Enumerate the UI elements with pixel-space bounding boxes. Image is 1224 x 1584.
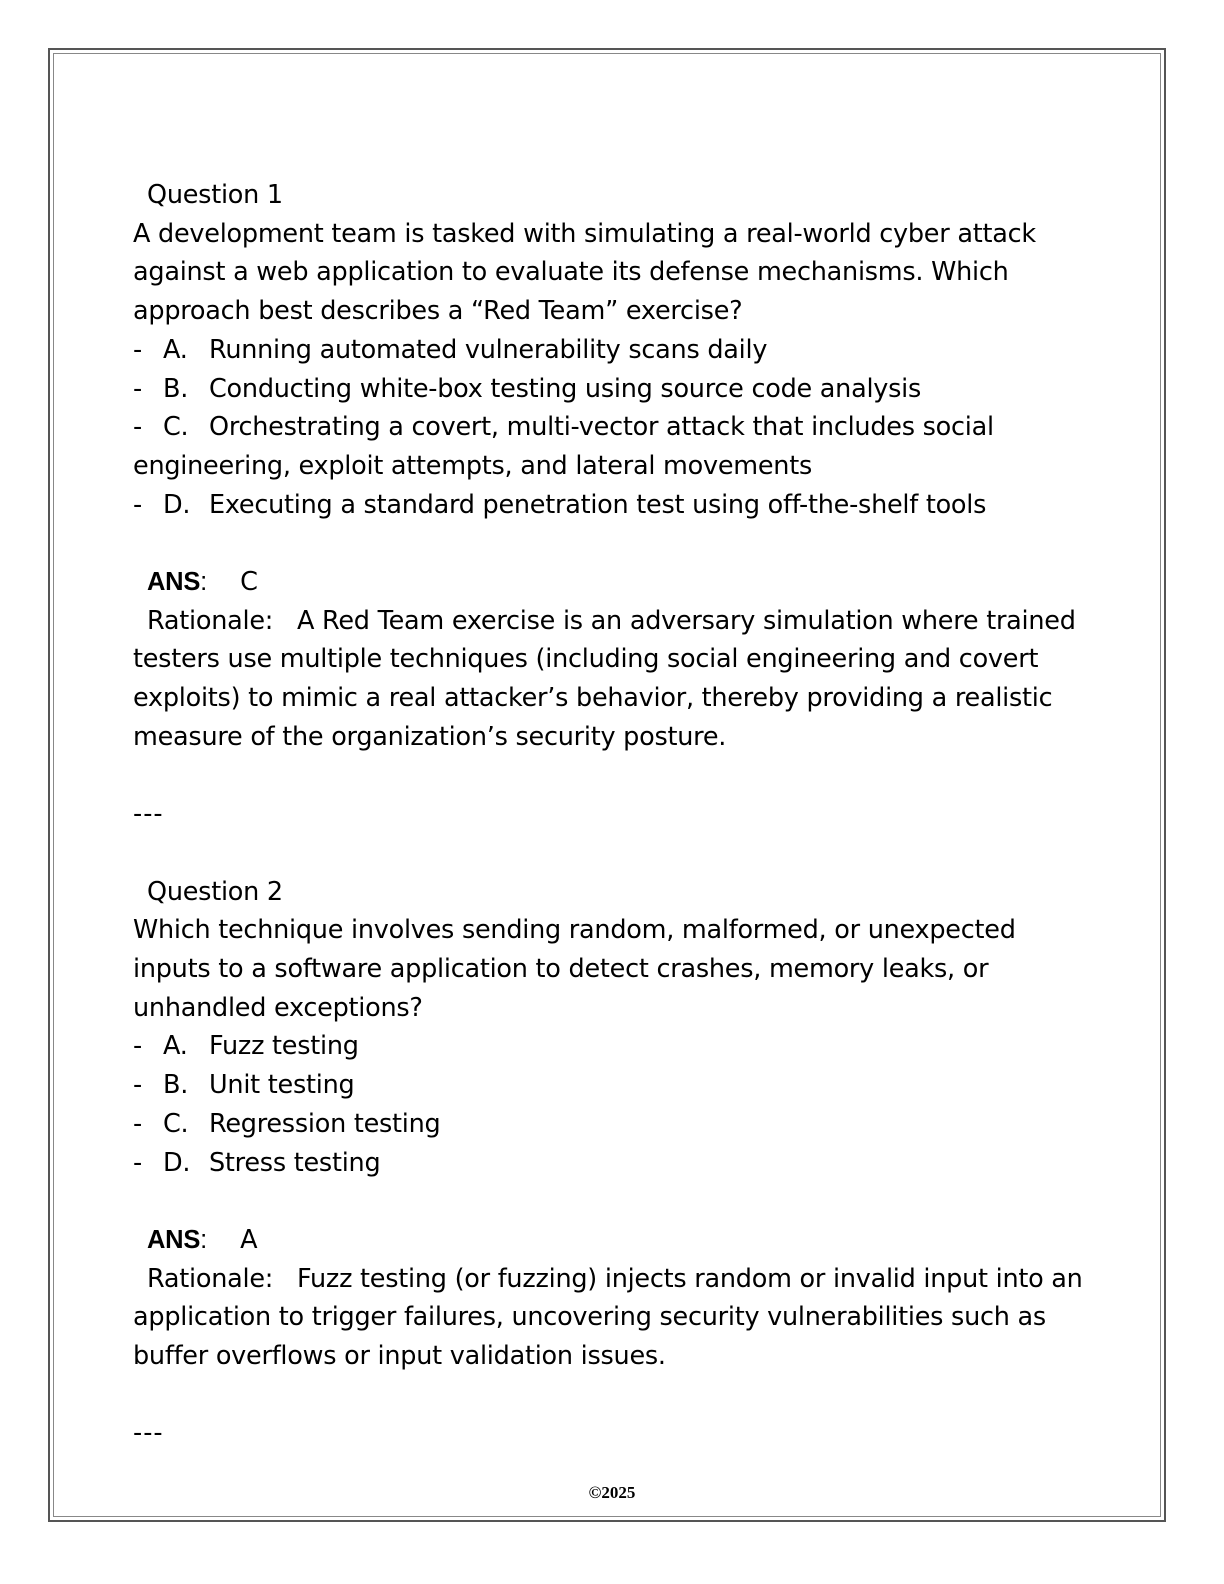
option-text: Executing a standard penetration test using off-the-shelf tools [209,489,987,520]
rationale-label: Rationale: [147,1263,274,1294]
option-letter: B. [163,373,189,404]
answer-label: ANS [147,568,201,597]
option-dash: - [133,373,142,404]
option-text: Conducting white-box testing using source code analysis [209,373,922,404]
question-block [133,176,1083,873]
option-text: Orchestrating a covert, multi-vector attack that includes social engineering, exploit attempts, and lateral movements [133,412,1002,481]
copyright-footer: ©2025 [588,1483,636,1502]
option-text: Running automated vulnerability scans daily [209,334,768,365]
option-dash: - [133,412,142,443]
option-letter: C. [163,412,189,443]
option-dash: - [133,1031,142,1062]
rationale [133,1260,1091,1376]
option-d [133,1144,1083,1183]
answer-line [133,1221,1083,1260]
option-c [133,408,1083,485]
answer-colon: : [200,568,207,597]
option-dash: - [133,334,142,365]
answer-line [133,563,1083,602]
question-stem: Which technique involves sending random, malformed, or unexpected inputs to a software application to detect crashes, memory leaks, or unhandled exceptions? [133,915,1024,1023]
question-title: Question 1 [147,180,283,210]
answer-value: C [240,567,258,598]
option-letter: B. [163,1070,189,1101]
section-divider: --- [133,1418,164,1449]
answer-value: A [240,1224,258,1255]
option-a [133,1027,1083,1066]
rationale-text: A Red Team exercise is an adversary simulation where trained testers use multiple techniques (including social engineering and covert exploits) to mimic a real attacker’s behavior, thereby providing a realistic measure of the organization’s security posture. [133,605,1084,752]
rationale-label: Rationale: [147,605,274,636]
option-b [133,1066,1083,1105]
section-divider: --- [133,799,164,830]
option-text: Unit testing [209,1070,355,1101]
question-stem: A development team is tasked with simulating a real-world cyber attack against a web application to evaluate its defense mechanisms. Which approach best describes a “Red Team” exercise? [133,218,1044,327]
option-text: Stress testing [209,1147,381,1178]
question-block [133,873,1091,1454]
option-d [133,486,1083,525]
option-letter: A. [163,334,188,365]
option-b [133,370,1083,409]
rationale [133,602,1083,757]
option-a [133,331,1083,370]
option-letter: A. [163,1031,188,1062]
answer-colon: : [200,1225,207,1254]
option-dash: - [133,1070,142,1101]
option-dash: - [133,489,142,520]
option-c [133,1105,1083,1144]
option-text: Fuzz testing [209,1031,359,1062]
option-letter: C. [163,1108,189,1139]
option-text: Regression testing [209,1108,441,1139]
option-dash: - [133,1108,142,1139]
option-letter: D. [163,489,191,520]
question-title: Question 2 [147,876,283,907]
rationale-text: Fuzz testing (or fuzzing) injects random or invalid input into an application to trigger failures, uncovering security vulnerabilities such as buffer overflows or input validation issues. [133,1263,1091,1372]
option-dash: - [133,1147,142,1178]
answer-label: ANS [147,1225,201,1254]
document-content [133,176,1091,1453]
option-letter: D. [163,1147,191,1178]
